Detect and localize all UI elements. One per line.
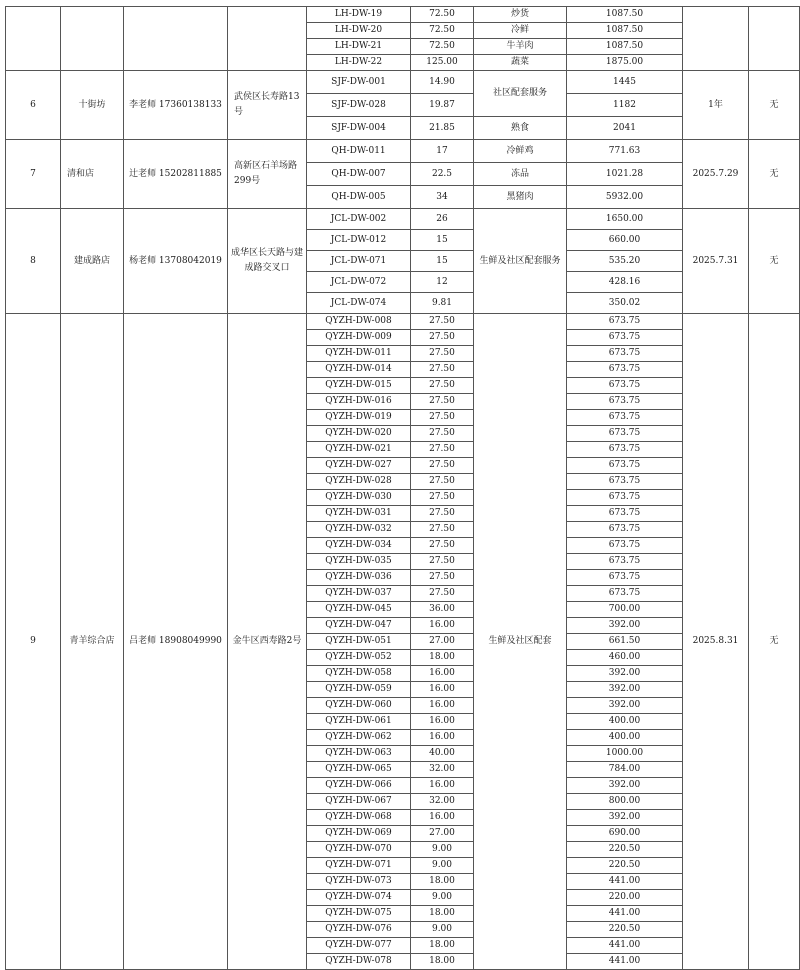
area-cell: 18.00 [411, 906, 474, 922]
contact-cell: 辻老师 15202811885 [124, 140, 228, 209]
category-cell: 冷鲜鸡 [474, 140, 567, 163]
note-cell: 无 [749, 71, 800, 140]
unit-code-cell: QYZH-DW-062 [307, 730, 411, 746]
rent-cell: 1021.28 [567, 163, 683, 186]
area-cell: 27.00 [411, 826, 474, 842]
rent-cell: 673.75 [567, 330, 683, 346]
unit-code-cell: JCL-DW-074 [307, 293, 411, 314]
unit-code-cell: QYZH-DW-052 [307, 650, 411, 666]
rent-cell: 1087.50 [567, 23, 683, 39]
area-cell: 27.50 [411, 426, 474, 442]
area-cell: 16.00 [411, 714, 474, 730]
contact-cell: 吕老师 18908049990 [124, 314, 228, 970]
area-cell: 21.85 [411, 117, 474, 140]
unit-code-cell: JCL-DW-072 [307, 272, 411, 293]
rent-cell: 441.00 [567, 954, 683, 970]
unit-code-cell: QYZH-DW-077 [307, 938, 411, 954]
rent-cell: 1087.50 [567, 7, 683, 23]
rent-cell: 673.75 [567, 426, 683, 442]
area-cell: 36.00 [411, 602, 474, 618]
unit-code-cell: QYZH-DW-011 [307, 346, 411, 362]
rent-cell: 220.50 [567, 922, 683, 938]
area-cell: 18.00 [411, 938, 474, 954]
address-cell [228, 7, 307, 71]
rent-cell: 441.00 [567, 938, 683, 954]
category-cell: 蔬菜 [474, 55, 567, 71]
unit-code-cell: QYZH-DW-076 [307, 922, 411, 938]
shop-name-cell [61, 7, 124, 71]
area-cell: 27.50 [411, 554, 474, 570]
unit-code-cell: QYZH-DW-063 [307, 746, 411, 762]
category-cell: 炒货 [474, 7, 567, 23]
unit-code-cell: QYZH-DW-065 [307, 762, 411, 778]
contact-cell: 杨老师 13708042019 [124, 209, 228, 314]
category-cell: 社区配套服务 [474, 71, 567, 117]
term-cell: 1年 [683, 71, 749, 140]
rent-cell: 350.02 [567, 293, 683, 314]
rent-cell: 220.00 [567, 890, 683, 906]
area-cell: 16.00 [411, 618, 474, 634]
unit-code-cell: SJF-DW-004 [307, 117, 411, 140]
table-row [6, 71, 800, 94]
unit-code-cell: QYZH-DW-070 [307, 842, 411, 858]
area-cell: 9.00 [411, 922, 474, 938]
area-cell: 27.50 [411, 586, 474, 602]
rent-cell: 220.50 [567, 842, 683, 858]
unit-code-cell: QYZH-DW-066 [307, 778, 411, 794]
rent-cell: 661.50 [567, 634, 683, 650]
rent-cell: 673.75 [567, 314, 683, 330]
rent-cell: 771.63 [567, 140, 683, 163]
rent-cell: 1087.50 [567, 39, 683, 55]
area-cell: 27.50 [411, 378, 474, 394]
area-cell: 26 [411, 209, 474, 230]
unit-code-cell: QH-DW-007 [307, 163, 411, 186]
area-cell: 27.50 [411, 346, 474, 362]
category-cell: 冻品 [474, 163, 567, 186]
note-cell [749, 7, 800, 71]
area-cell: 40.00 [411, 746, 474, 762]
rent-cell: 2041 [567, 117, 683, 140]
area-cell: 18.00 [411, 954, 474, 970]
address-cell: 高新区石羊场路299号 [228, 140, 307, 209]
category-cell: 生鲜及社区配套服务 [474, 209, 567, 314]
rent-cell: 673.75 [567, 490, 683, 506]
number-cell [6, 7, 61, 71]
rent-cell: 392.00 [567, 778, 683, 794]
unit-code-cell: QYZH-DW-021 [307, 442, 411, 458]
rent-cell: 673.75 [567, 554, 683, 570]
unit-code-cell: QH-DW-005 [307, 186, 411, 209]
shop-name-cell: 青羊综合店 [61, 314, 124, 970]
unit-code-cell: QYZH-DW-032 [307, 522, 411, 538]
address-cell: 武侯区长寿路13号 [228, 71, 307, 140]
area-cell: 16.00 [411, 682, 474, 698]
rent-cell: 673.75 [567, 394, 683, 410]
unit-code-cell: LH-DW-22 [307, 55, 411, 71]
unit-code-cell: QYZH-DW-009 [307, 330, 411, 346]
unit-code-cell: QYZH-DW-015 [307, 378, 411, 394]
shop-name-cell: 十街坊 [61, 71, 124, 140]
unit-code-cell: QYZH-DW-014 [307, 362, 411, 378]
unit-code-cell: QH-DW-011 [307, 140, 411, 163]
area-cell: 16.00 [411, 778, 474, 794]
unit-code-cell: QYZH-DW-058 [307, 666, 411, 682]
area-cell: 72.50 [411, 7, 474, 23]
area-cell: 32.00 [411, 794, 474, 810]
unit-code-cell: QYZH-DW-028 [307, 474, 411, 490]
area-cell: 16.00 [411, 730, 474, 746]
note-cell: 无 [749, 314, 800, 970]
rent-cell: 400.00 [567, 730, 683, 746]
unit-code-cell: LH-DW-20 [307, 23, 411, 39]
shop-name-cell: 清和店 [61, 140, 124, 209]
rent-cell: 690.00 [567, 826, 683, 842]
area-cell: 14.90 [411, 71, 474, 94]
shop-name-cell: 建成路店 [61, 209, 124, 314]
rent-cell: 392.00 [567, 666, 683, 682]
unit-code-cell: QYZH-DW-047 [307, 618, 411, 634]
area-cell: 9.00 [411, 842, 474, 858]
area-cell: 27.50 [411, 330, 474, 346]
rent-cell: 673.75 [567, 442, 683, 458]
area-cell: 16.00 [411, 698, 474, 714]
rent-cell: 660.00 [567, 230, 683, 251]
area-cell: 27.50 [411, 506, 474, 522]
unit-code-cell: QYZH-DW-073 [307, 874, 411, 890]
rent-cell: 673.75 [567, 538, 683, 554]
rent-cell: 1875.00 [567, 55, 683, 71]
contact-cell: 李老师 17360138133 [124, 71, 228, 140]
area-cell: 15 [411, 251, 474, 272]
note-cell: 无 [749, 140, 800, 209]
area-cell: 34 [411, 186, 474, 209]
area-cell: 27.50 [411, 394, 474, 410]
table-row [6, 7, 800, 23]
area-cell: 32.00 [411, 762, 474, 778]
area-cell: 27.50 [411, 362, 474, 378]
area-cell: 15 [411, 230, 474, 251]
unit-code-cell: QYZH-DW-067 [307, 794, 411, 810]
rent-cell: 673.75 [567, 570, 683, 586]
unit-code-cell: QYZH-DW-060 [307, 698, 411, 714]
rent-cell: 800.00 [567, 794, 683, 810]
rent-cell: 673.75 [567, 458, 683, 474]
category-cell: 熟食 [474, 117, 567, 140]
unit-code-cell: SJF-DW-001 [307, 71, 411, 94]
area-cell: 72.50 [411, 39, 474, 55]
area-cell: 16.00 [411, 666, 474, 682]
unit-code-cell: QYZH-DW-069 [307, 826, 411, 842]
unit-code-cell: JCL-DW-012 [307, 230, 411, 251]
rent-cell: 784.00 [567, 762, 683, 778]
rent-cell: 1445 [567, 71, 683, 94]
rent-cell: 673.75 [567, 346, 683, 362]
area-cell: 27.50 [411, 538, 474, 554]
number-cell: 6 [6, 71, 61, 140]
table-row [6, 314, 800, 330]
unit-code-cell: JCL-DW-002 [307, 209, 411, 230]
rent-cell: 460.00 [567, 650, 683, 666]
unit-code-cell: QYZH-DW-019 [307, 410, 411, 426]
rent-cell: 673.75 [567, 506, 683, 522]
rent-cell: 535.20 [567, 251, 683, 272]
address-cell: 成华区长天路与建成路交叉口 [228, 209, 307, 314]
unit-code-cell: QYZH-DW-020 [307, 426, 411, 442]
note-cell: 无 [749, 209, 800, 314]
unit-code-cell: QYZH-DW-030 [307, 490, 411, 506]
unit-code-cell: QYZH-DW-051 [307, 634, 411, 650]
rent-cell: 400.00 [567, 714, 683, 730]
area-cell: 27.50 [411, 474, 474, 490]
unit-code-cell: JCL-DW-071 [307, 251, 411, 272]
area-cell: 18.00 [411, 874, 474, 890]
unit-code-cell: QYZH-DW-016 [307, 394, 411, 410]
term-cell [683, 7, 749, 71]
area-cell: 16.00 [411, 810, 474, 826]
area-cell: 27.50 [411, 458, 474, 474]
unit-code-cell: QYZH-DW-068 [307, 810, 411, 826]
area-cell: 22.5 [411, 163, 474, 186]
category-cell: 冷鲜 [474, 23, 567, 39]
unit-code-cell: LH-DW-21 [307, 39, 411, 55]
area-cell: 27.50 [411, 442, 474, 458]
rent-cell: 1000.00 [567, 746, 683, 762]
rent-cell: 673.75 [567, 362, 683, 378]
number-cell: 7 [6, 140, 61, 209]
rent-cell: 392.00 [567, 682, 683, 698]
area-cell: 27.50 [411, 570, 474, 586]
number-cell: 9 [6, 314, 61, 970]
rent-cell: 700.00 [567, 602, 683, 618]
area-cell: 27.50 [411, 314, 474, 330]
area-cell: 72.50 [411, 23, 474, 39]
area-cell: 27.00 [411, 634, 474, 650]
area-cell: 9.00 [411, 890, 474, 906]
unit-code-cell: QYZH-DW-008 [307, 314, 411, 330]
term-cell: 2025.7.29 [683, 140, 749, 209]
rent-cell: 220.50 [567, 858, 683, 874]
shop-rental-table [5, 6, 800, 970]
term-cell: 2025.7.31 [683, 209, 749, 314]
group-9-rows [6, 314, 800, 970]
rent-cell: 392.00 [567, 618, 683, 634]
unit-code-cell: LH-DW-19 [307, 7, 411, 23]
area-cell: 19.87 [411, 94, 474, 117]
unit-code-cell: QYZH-DW-078 [307, 954, 411, 970]
rent-cell: 673.75 [567, 586, 683, 602]
rent-cell: 1650.00 [567, 209, 683, 230]
unit-code-cell: QYZH-DW-071 [307, 858, 411, 874]
area-cell: 27.50 [411, 410, 474, 426]
rent-cell: 673.75 [567, 522, 683, 538]
rent-cell: 392.00 [567, 698, 683, 714]
rent-cell: 392.00 [567, 810, 683, 826]
area-cell: 9.81 [411, 293, 474, 314]
rent-cell: 441.00 [567, 906, 683, 922]
table-row [6, 209, 800, 230]
rent-cell: 1182 [567, 94, 683, 117]
area-cell: 12 [411, 272, 474, 293]
term-cell: 2025.8.31 [683, 314, 749, 970]
unit-code-cell: QYZH-DW-031 [307, 506, 411, 522]
contact-cell [124, 7, 228, 71]
area-cell: 9.00 [411, 858, 474, 874]
rent-cell: 673.75 [567, 474, 683, 490]
rent-cell: 673.75 [567, 378, 683, 394]
unit-code-cell: QYZH-DW-075 [307, 906, 411, 922]
area-cell: 18.00 [411, 650, 474, 666]
area-cell: 27.50 [411, 522, 474, 538]
address-cell: 金牛区西寿路2号 [228, 314, 307, 970]
rent-cell: 428.16 [567, 272, 683, 293]
area-cell: 27.50 [411, 490, 474, 506]
unit-code-cell: QYZH-DW-045 [307, 602, 411, 618]
unit-code-cell: QYZH-DW-036 [307, 570, 411, 586]
unit-code-cell: QYZH-DW-059 [307, 682, 411, 698]
number-cell: 8 [6, 209, 61, 314]
table-row [6, 140, 800, 163]
area-cell: 17 [411, 140, 474, 163]
unit-code-cell: QYZH-DW-074 [307, 890, 411, 906]
unit-code-cell: QYZH-DW-037 [307, 586, 411, 602]
unit-code-cell: QYZH-DW-034 [307, 538, 411, 554]
unit-code-cell: QYZH-DW-035 [307, 554, 411, 570]
rent-cell: 441.00 [567, 874, 683, 890]
category-cell: 牛羊肉 [474, 39, 567, 55]
unit-code-cell: QYZH-DW-027 [307, 458, 411, 474]
category-cell: 生鲜及社区配套 [474, 314, 567, 970]
rent-cell: 5932.00 [567, 186, 683, 209]
area-cell: 125.00 [411, 55, 474, 71]
unit-code-cell: SJF-DW-028 [307, 94, 411, 117]
category-cell: 黑猪肉 [474, 186, 567, 209]
rent-cell: 673.75 [567, 410, 683, 426]
unit-code-cell: QYZH-DW-061 [307, 714, 411, 730]
